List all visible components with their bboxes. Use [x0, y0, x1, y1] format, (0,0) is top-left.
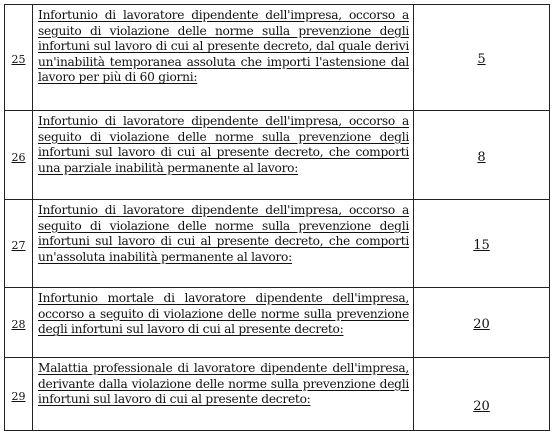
table-row [5, 5, 550, 111]
description-cell [33, 5, 414, 111]
row-number: 27 [11, 239, 26, 252]
row-points: 8 [477, 149, 486, 165]
row-points: 15 [473, 238, 490, 253]
description-cell [33, 288, 414, 358]
table-row [5, 111, 550, 200]
row-number-cell [5, 288, 33, 358]
row-description: Infortunio di lavoratore dipendente dell'impresa, occorso a seguito di violazione delle norme sulla prevenzione degli infortuni sul lavoro di cui al presente decreto, che comporti un'assoluta inabilità permanente al lavoro: [38, 203, 409, 264]
table-row [5, 200, 550, 288]
points-cell [414, 111, 550, 200]
description-cell [33, 200, 414, 288]
row-number-cell [5, 358, 33, 431]
description-cell [33, 111, 414, 200]
row-points: 5 [477, 52, 486, 67]
row-description: Infortunio di lavoratore dipendente dell'impresa, occorso a seguito di violazione delle norme sulla prevenzione degli infortuni sul lavoro di cui al presente decreto, dal quale derivi un'inabilità temporanea assoluta che importi l'astensione dal lavoro per più di 60 giorni: [38, 8, 409, 85]
row-points: 20 [473, 317, 490, 332]
points-cell [414, 200, 550, 288]
row-number-cell [5, 5, 33, 111]
row-description: Malattia professionale di lavoratore dipendente dell'impresa, derivante dalla violazione delle norme sulla prevenzione degli infortuni sul lavoro di cui al presente decreto: [38, 361, 409, 407]
points-cell [414, 5, 550, 111]
row-number: 28 [11, 318, 26, 331]
row-description: Infortunio mortale di lavoratore dipendente dell'impresa, occorso a seguito di violazione delle norme sulla prevenzione degli infortuni sul lavoro di cui al presente decreto: [38, 291, 409, 337]
row-number: 29 [11, 389, 26, 403]
row-number-cell [5, 111, 33, 200]
violations-table [4, 4, 550, 431]
description-cell [33, 358, 414, 431]
table-row [5, 288, 550, 358]
row-number: 26 [11, 150, 26, 164]
points-cell [414, 288, 550, 358]
row-points: 20 [473, 399, 490, 414]
points-cell [414, 358, 550, 431]
row-number-cell [5, 200, 33, 288]
row-description: Infortunio di lavoratore dipendente dell'impresa, occorso a seguito di violazione delle norme sulla prevenzione degli infortuni sul lavoro di cui al presente decreto, che comporti una parziale inabilità permanente al lavoro: [38, 114, 409, 175]
table-row [5, 358, 550, 431]
row-number: 25 [11, 53, 26, 66]
